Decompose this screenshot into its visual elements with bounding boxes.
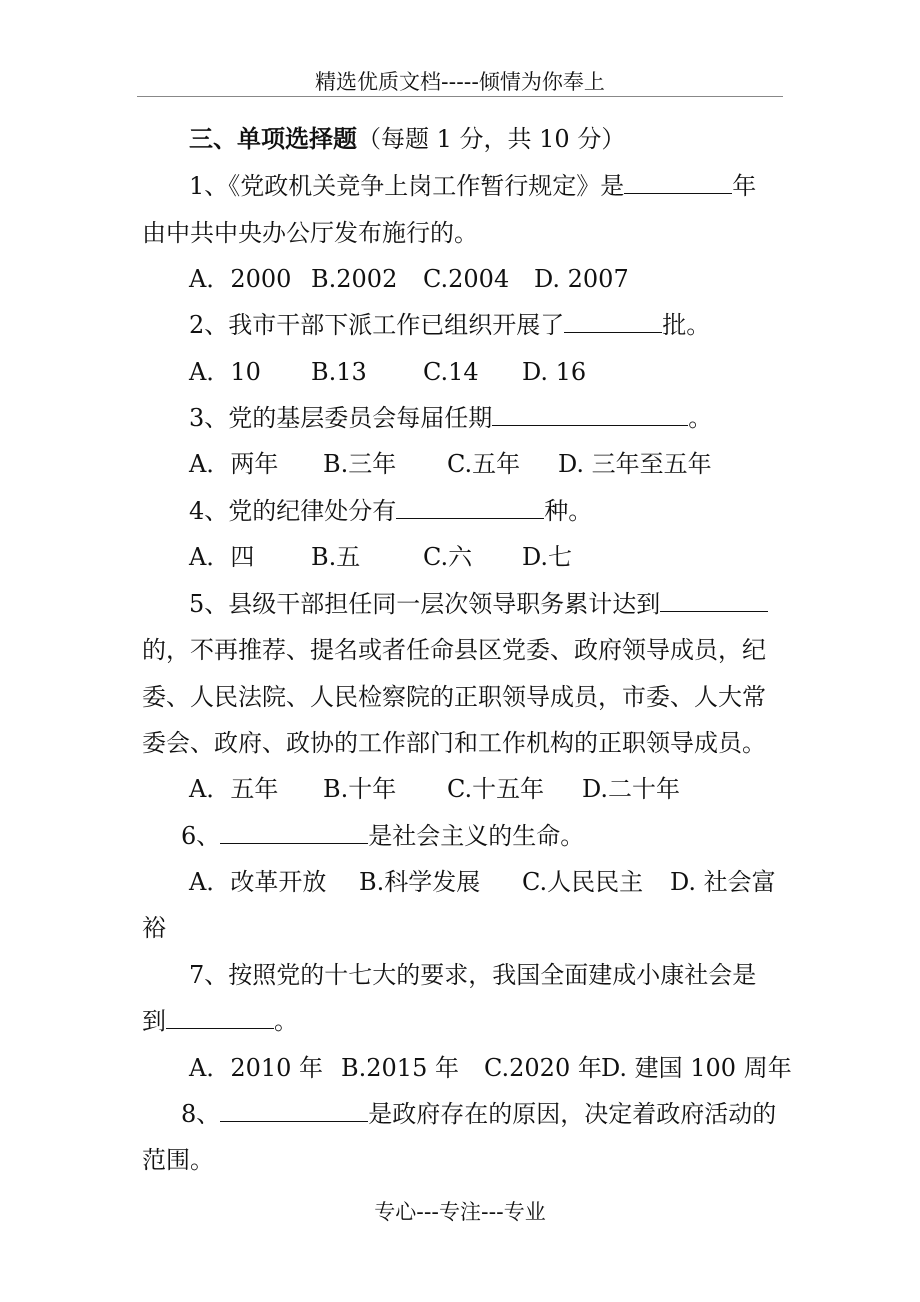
answer-blank — [660, 589, 768, 612]
question-7 — [189, 959, 756, 991]
question-1-line-2: 由中共中央办公厅发布施行的。 — [142, 219, 478, 247]
option-b: B.十年 — [323, 775, 397, 803]
page-footer: 专心---专注---专业 — [374, 1200, 546, 1224]
option-d: D. 社会富 — [670, 868, 776, 896]
question-4 — [189, 495, 592, 527]
question-number: 1、 — [189, 172, 229, 200]
question-text: 按照党的十七大的要求，我国全面建成小康社会是 — [228, 961, 757, 989]
answer-blank — [564, 310, 662, 333]
answer-blank — [396, 496, 544, 519]
question-8 — [181, 1098, 776, 1130]
option-a: A．2010 年 — [189, 1054, 324, 1082]
question-number: 8、 — [181, 1100, 221, 1128]
answer-blank — [624, 171, 732, 194]
option-d: D. 2007 — [534, 265, 629, 293]
question-5-line-3: 委、人民法院、人民检察院的正职领导成员，市委、人大常 — [142, 683, 766, 711]
option-b: B.13 — [311, 358, 367, 386]
option-c: C.五年 — [447, 450, 521, 478]
question-text-after: 。 — [274, 1007, 298, 1035]
option-b: B.2002 — [311, 265, 398, 293]
answer-blank — [220, 821, 368, 844]
question-8-line-2: 范围。 — [142, 1146, 214, 1174]
question-2 — [189, 309, 710, 341]
question-1 — [189, 170, 756, 202]
question-text-after: 年 — [732, 172, 757, 200]
question-5 — [189, 588, 768, 620]
question-6-wrap: 裕 — [142, 914, 166, 942]
question-6 — [181, 820, 584, 852]
question-text: 县级干部担任同一层次领导职务累计达到 — [228, 590, 661, 618]
option-a: A．10 — [189, 358, 261, 386]
question-text: 党的纪律处分有 — [228, 497, 397, 525]
question-text-after: 种。 — [544, 497, 593, 525]
option-c: C.人民民主 — [522, 868, 644, 896]
question-text: 《党政机关竞争上岗工作暂行规定》是 — [228, 172, 625, 200]
option-a: A．四 — [189, 543, 255, 571]
option-c: C.2004 — [423, 265, 510, 293]
question-number: 4、 — [189, 497, 229, 525]
question-text-after: 是政府存在的原因，决定着政府活动的 — [368, 1100, 777, 1128]
option-d: D.二十年 — [582, 775, 681, 803]
option-a: A．2000 — [189, 265, 292, 293]
option-a: A．改革开放 — [189, 868, 327, 896]
question-number: 5、 — [189, 590, 229, 618]
question-number: 3、 — [189, 404, 229, 432]
question-text: 党的基层委员会每届任期 — [228, 404, 493, 432]
answer-blank — [492, 403, 688, 426]
option-a: A．五年 — [189, 775, 279, 803]
question-text: 我市干部下派工作已组织开展了 — [228, 311, 565, 339]
answer-blank — [220, 1099, 368, 1122]
option-d: D. 16 — [522, 358, 587, 386]
section-heading — [189, 123, 625, 155]
answer-blank — [166, 1006, 274, 1029]
option-a: A．两年 — [189, 450, 279, 478]
option-c: C.2020 年 — [484, 1054, 602, 1082]
question-7-line-2 — [142, 1005, 298, 1037]
question-number: 7、 — [189, 961, 229, 989]
question-number: 2、 — [189, 311, 229, 339]
question-5-line-2: 的，不再推荐、提名或者任命县区党委、政府领导成员，纪 — [142, 636, 766, 664]
option-b: B.科学发展 — [359, 868, 481, 896]
question-text-after: 是社会主义的生命。 — [368, 822, 585, 850]
section-title: 三、单项选择题 — [189, 124, 357, 153]
option-b: B.五 — [311, 543, 361, 571]
question-5-line-4: 委会、政府、政协的工作部门和工作机构的正职领导成员。 — [142, 729, 766, 757]
question-3 — [189, 402, 712, 434]
option-d: D.七 — [522, 543, 573, 571]
section-note: （每题 1 分，共 10 分） — [357, 125, 626, 153]
header-rule — [137, 96, 783, 97]
option-c: C.14 — [423, 358, 479, 386]
question-text-after: 批。 — [662, 311, 711, 339]
option-b: B.2015 年 — [341, 1054, 459, 1082]
option-c: C.十五年 — [447, 775, 545, 803]
option-d: D. 建国 100 周年 — [601, 1054, 792, 1082]
page-header: 精选优质文档-----倾情为你奉上 — [315, 70, 605, 94]
question-text-after: 。 — [688, 404, 713, 432]
option-c: C.六 — [423, 543, 473, 571]
option-d: D. 三年至五年 — [558, 450, 712, 478]
question-number: 6、 — [181, 822, 221, 850]
option-b: B.三年 — [323, 450, 397, 478]
question-text: 到 — [142, 1007, 166, 1035]
